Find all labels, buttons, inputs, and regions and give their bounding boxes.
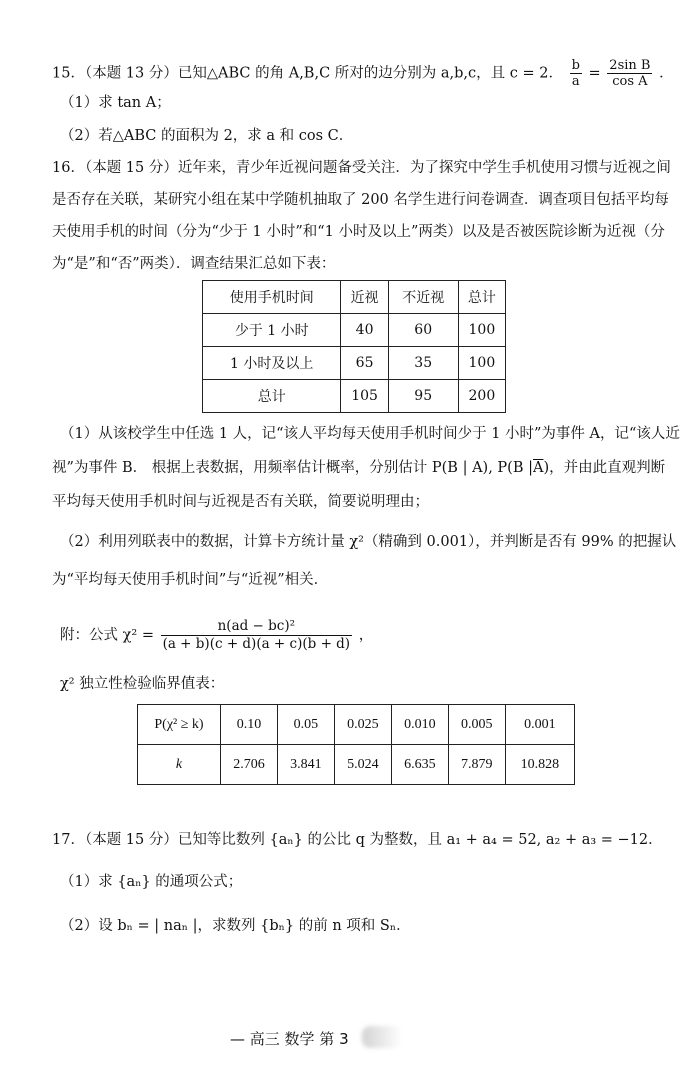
table-cell: 40 (341, 314, 388, 347)
contingency-table (202, 280, 506, 413)
q16-sub1-line-3: 平均每天使用手机时间与近视是否有关联，简要说明理由； (52, 494, 429, 510)
table-header: 总计 (458, 281, 505, 314)
critical-value-table (137, 704, 575, 785)
table-row (203, 380, 506, 413)
q16-paragraph-line-2: 是否存在关联，某研究小组在某中学随机抽取了 200 名学生进行问卷调查．调查项目包括平均每 (52, 192, 669, 208)
q16-sub1-line-2: 视”为事件 B． 根据上表数据，用频率估计概率，分别估计 P(B | A), P(B $|\overline{A}$)，并由此直观判断 (52, 460, 666, 476)
q15-intro-line: 15．（本题 13 分）已知△ABC 的角 A,B,C 所对的边分别为 a,b,c，且 c = 2． $\frac{b}{a}$ = $\frac{\text{2sin B}}{\text{cos A}}$ ． (52, 58, 674, 89)
table-cell: 200 (458, 380, 505, 413)
table-cell: 65 (341, 347, 388, 380)
table-cell: 少于 1 小时 (203, 314, 341, 347)
table-cell: 10.828 (505, 745, 574, 785)
table-cell: 0.05 (277, 705, 334, 745)
q17-part1: （1）求 {aₙ} 的通项公式； (60, 874, 243, 890)
q16-sub2-line-2: 为“平均每天使用手机时间”与“近视”相关． (52, 572, 329, 588)
table-header: 不近视 (388, 281, 458, 314)
q17-intro: 17．（本题 15 分）已知等比数列 {aₙ} 的公比 q 为整数，且 a₁ + a₄ = 52, a₂ + a₃ = −12． (52, 832, 663, 848)
table-header: 近视 (341, 281, 388, 314)
table-cell: 35 (388, 347, 458, 380)
q17-part2: （2）设 bₙ = | naₙ |，求数列 {bₙ} 的前 n 项和 Sₙ． (60, 918, 411, 934)
table-cell: 60 (388, 314, 458, 347)
table-cell: 总计 (203, 380, 341, 413)
chi-square-formula: 附：公式 χ² = $\frac{\text{n(ad − bc)²}}{(a + b)(c + d)(a + c)(b + d)}$ ， (60, 618, 374, 652)
table-cell: 2.706 (221, 745, 278, 785)
q15-fraction-right: $\frac{\text{2sin B}}{\text{cos A}}$ (609, 58, 651, 89)
table-header-row (203, 281, 506, 314)
q15-part1: （1）求 tan A； (60, 95, 171, 111)
table-cell: 100 (458, 347, 505, 380)
table-row-label: P(χ² ≥ k) (138, 705, 221, 745)
q16-sub2-line-1: （2）利用列联表中的数据，计算卡方统计量 χ²（精确到 0.001），并判断是否有 99% 的把握认 (60, 534, 677, 550)
formula-fraction: $\frac{\text{n(ad − bc)²}}{(a + b)(c + d)(a + c)(b + d)}$ (162, 618, 351, 652)
table-cell: 0.10 (221, 705, 278, 745)
table-cell: 0.001 (505, 705, 574, 745)
table-cell: 100 (458, 314, 505, 347)
table-cell: 7.879 (448, 745, 505, 785)
table-cell: 95 (388, 380, 458, 413)
table-row (203, 314, 506, 347)
page-footer: — 高三 数学 第 3 (230, 1030, 349, 1048)
q15-part2: （2）若△ABC 的面积为 2，求 a 和 cos C． (60, 128, 354, 144)
blurred-region (362, 1026, 402, 1048)
table-cell: 105 (341, 380, 388, 413)
complement-a: $\overline{A}$ (532, 460, 544, 476)
table-cell: 6.635 (391, 745, 448, 785)
table-cell: 0.010 (391, 705, 448, 745)
table-cell: 3.841 (277, 745, 334, 785)
q16-paragraph-line-3: 天使用手机的时间（分为“少于 1 小时”和“1 小时及以上”两类）以及是否被医院诊断为近视（分 (52, 224, 665, 240)
table-row (138, 745, 575, 785)
table-row (203, 347, 506, 380)
table-row-label: k (138, 745, 221, 785)
table-cell: 0.005 (448, 705, 505, 745)
q16-paragraph-line-1: 16．（本题 15 分）近年来，青少年近视问题备受关注．为了探究中学生手机使用习惯与近视之间 (52, 160, 671, 176)
q16-sub1-line-1: （1）从该校学生中任选 1 人，记“该人平均每天使用手机时间少于 1 小时”为事件 A，记“该人近 (60, 426, 680, 442)
q15-fraction-left: $\frac{b}{a}$ (571, 58, 580, 89)
table-cell: 0.025 (334, 705, 391, 745)
table-cell: 1 小时及以上 (203, 347, 341, 380)
table-cell: 5.024 (334, 745, 391, 785)
table-header: 使用手机时间 (203, 281, 341, 314)
critical-value-title: χ² 独立性检验临界值表： (60, 676, 225, 692)
table-row (138, 705, 575, 745)
q16-paragraph-line-4: 为“是”和“否”两类）．调查结果汇总如下表： (52, 256, 336, 272)
q15-intro: 15．（本题 13 分）已知△ABC 的角 A,B,C 所对的边分别为 a,b,c，且 c = 2． (52, 65, 563, 82)
